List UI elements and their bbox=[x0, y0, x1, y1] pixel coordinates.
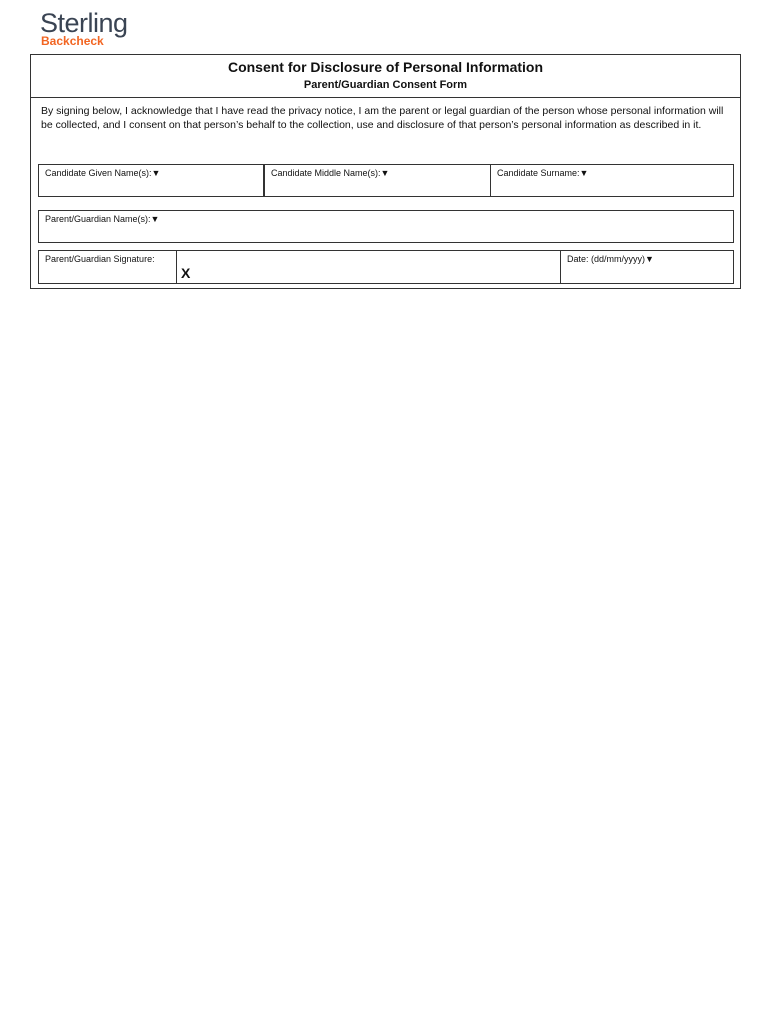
candidate-middle-names-field[interactable] bbox=[263, 165, 490, 196]
consent-statement: By signing below, I acknowledge that I have read the privacy notice, I am the parent or legal guardian of the person whose personal information will be collected, and I consent on that person’s behalf to the collection, use and disclosure of that person’s personal information as described in it. bbox=[41, 105, 724, 131]
candidate-surname-label: Candidate Surname:▼ bbox=[497, 168, 589, 178]
form-title: Consent for Disclosure of Personal Information bbox=[227, 59, 544, 75]
candidate-names-row bbox=[38, 164, 734, 197]
signature-x-mark: X bbox=[181, 265, 191, 281]
signature-label-cell bbox=[39, 251, 176, 283]
candidate-given-names-field[interactable] bbox=[39, 165, 263, 196]
candidate-given-names-label: Candidate Given Name(s):▼ bbox=[45, 168, 161, 178]
sterling-backcheck-logo bbox=[40, 8, 150, 48]
logo-wordmark: Sterling bbox=[40, 8, 128, 38]
title-divider bbox=[31, 97, 740, 98]
date-field[interactable] bbox=[560, 251, 733, 283]
date-label: Date: (dd/mm/yyyy)▼ bbox=[567, 254, 654, 264]
signature-date-row bbox=[38, 250, 734, 284]
signature-field[interactable] bbox=[176, 251, 560, 283]
candidate-surname-field[interactable] bbox=[490, 165, 733, 196]
consent-form bbox=[30, 54, 741, 289]
parent-guardian-names-label: Parent/Guardian Name(s):▼ bbox=[45, 214, 160, 224]
parent-guardian-names-field[interactable] bbox=[38, 210, 734, 243]
parent-guardian-signature-label: Parent/Guardian Signature: bbox=[45, 254, 155, 264]
logo-subtitle: Backcheck bbox=[41, 34, 104, 48]
candidate-middle-names-label: Candidate Middle Name(s):▼ bbox=[271, 168, 390, 178]
form-subtitle: Parent/Guardian Consent Form bbox=[303, 79, 468, 91]
